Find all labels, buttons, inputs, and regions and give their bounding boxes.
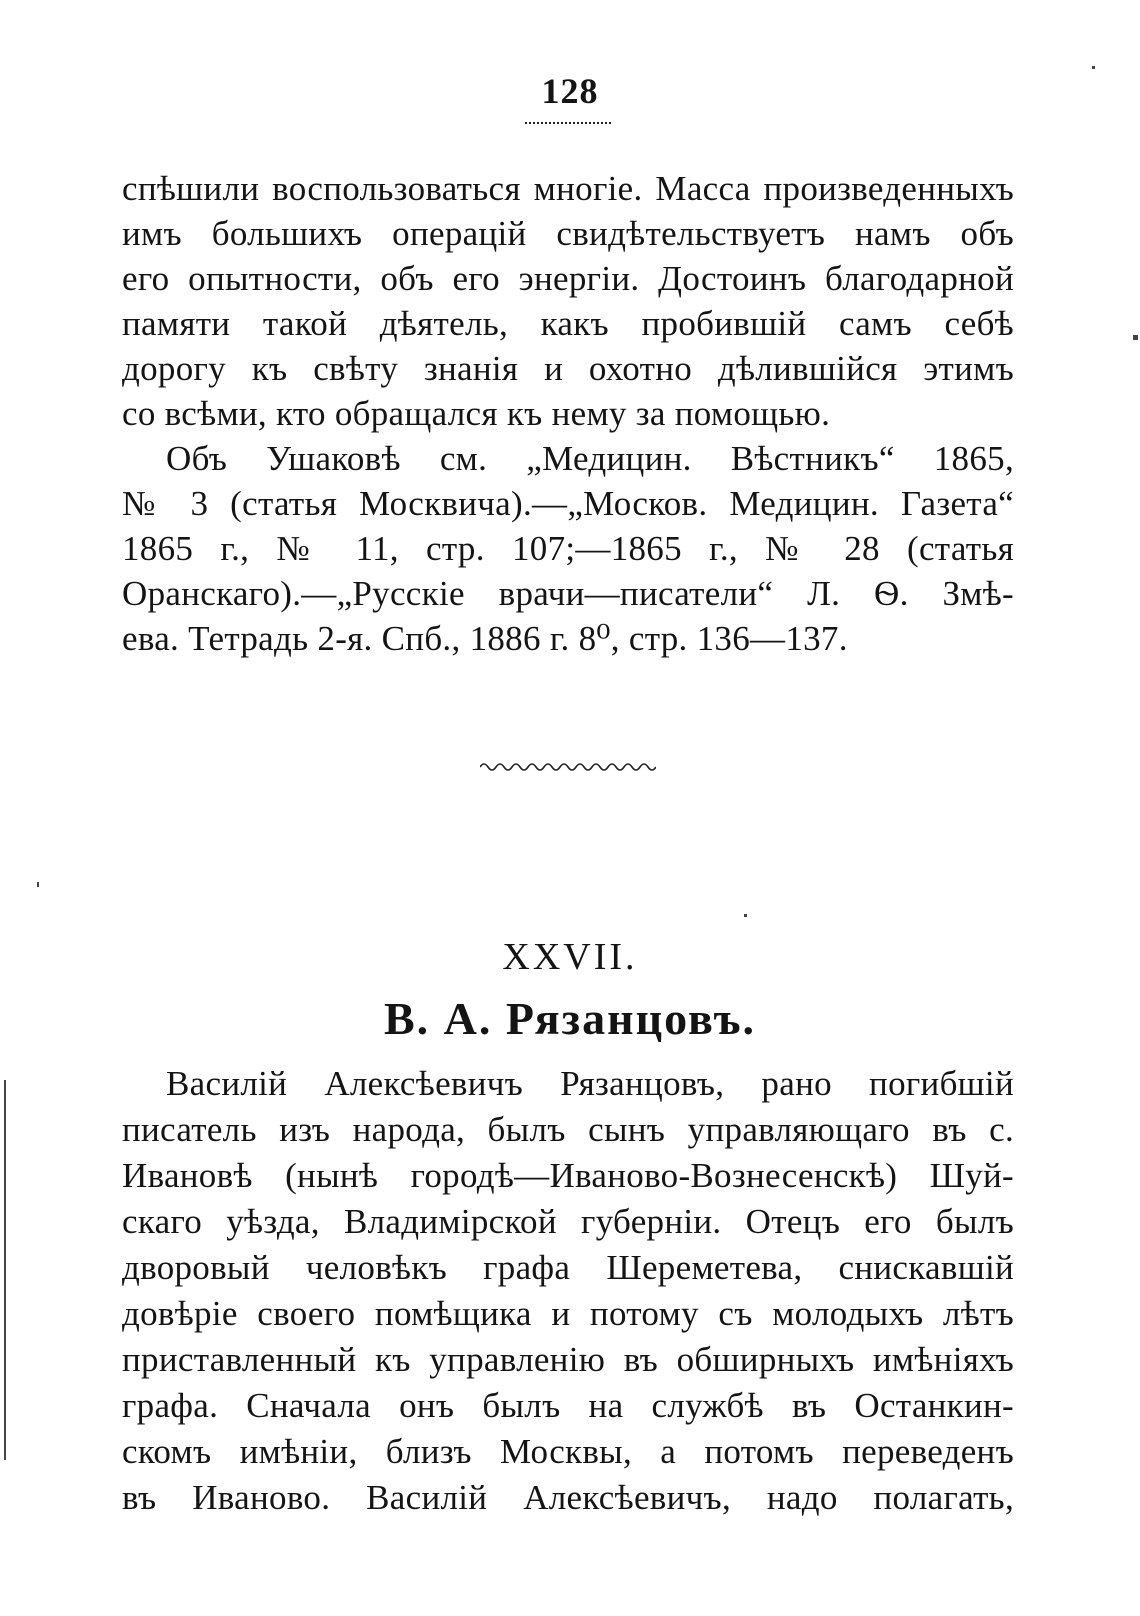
reference-line: ева. Тетрадь 2-я. Спб., 1886 г. 8⁰, стр. 136—137.	[122, 619, 848, 658]
wavy-divider-ornament	[480, 760, 656, 774]
reference-line: Объ Ушаковѣ см. „Медицин. Вѣстникъ“ 1865,	[166, 439, 1014, 478]
scan-speck	[1092, 66, 1095, 69]
reference-line: № 3 (статья Москвича).—„Москов. Медицин. Газета“	[122, 484, 1014, 523]
text-line: довѣріе своего помѣщика и потому съ молодыхъ лѣтъ	[122, 1294, 1014, 1333]
text-line: со всѣми, кто обращался къ нему за помощью.	[122, 394, 831, 433]
text-line: приставленный къ управленію въ обширныхъ имѣніяхъ	[122, 1340, 1014, 1379]
text-line: его опытности, объ его энергіи. Достоинъ благодарной	[122, 259, 1014, 298]
text-line: графа. Сначала онъ былъ на службѣ въ Останкин-	[122, 1386, 1014, 1425]
scan-speck	[37, 882, 39, 887]
text-line: скомъ имѣніи, близъ Москвы, а потомъ переведенъ	[122, 1432, 1014, 1471]
scan-margin-rule	[4, 1080, 6, 1460]
text-line: писатель изъ народа, былъ сынъ управляющаго въ с.	[122, 1110, 1014, 1149]
reference-line: Оранскаго).—„Русскіе врачи—писатели“ Л. Ѳ. Змѣ-	[122, 574, 1014, 613]
scan-speck	[744, 914, 747, 917]
text-line: дорогу къ свѣту знанія и охотно дѣлившійся этимъ	[122, 349, 1014, 388]
chapter-number: XXVII.	[502, 936, 638, 978]
scan-speck	[1133, 335, 1138, 340]
text-line: памяти такой дѣятель, какъ пробившій самъ себѣ	[122, 304, 1014, 343]
text-line: скаго уѣзда, Владимірской губерніи. Отецъ его былъ	[122, 1202, 1014, 1241]
chapter-title: В. А. Рязанцовъ.	[383, 993, 757, 1044]
text-line: имъ большихъ операцій свидѣтельствуетъ намъ объ	[122, 214, 1014, 253]
page-number: 128	[541, 71, 599, 111]
text-line: въ Иваново. Василій Алексѣевичъ, надо полагать,	[122, 1478, 1014, 1517]
reference-line: 1865 г., № 11, стр. 107;—1865 г., № 28 (статья	[122, 529, 1014, 568]
text-line: спѣшили воспользоваться многіе. Масса произведенныхъ	[122, 169, 1014, 208]
text-line: Василій Алексѣевичъ Рязанцовъ, рано погибшій	[166, 1064, 1014, 1103]
text-line: дворовый человѣкъ графа Шереметева, снискавшій	[122, 1248, 1014, 1287]
text-line: Ивановѣ (нынѣ городѣ—Иваново-Вознесенскѣ) Шуй-	[122, 1156, 1014, 1195]
page-number-rule	[525, 122, 611, 124]
